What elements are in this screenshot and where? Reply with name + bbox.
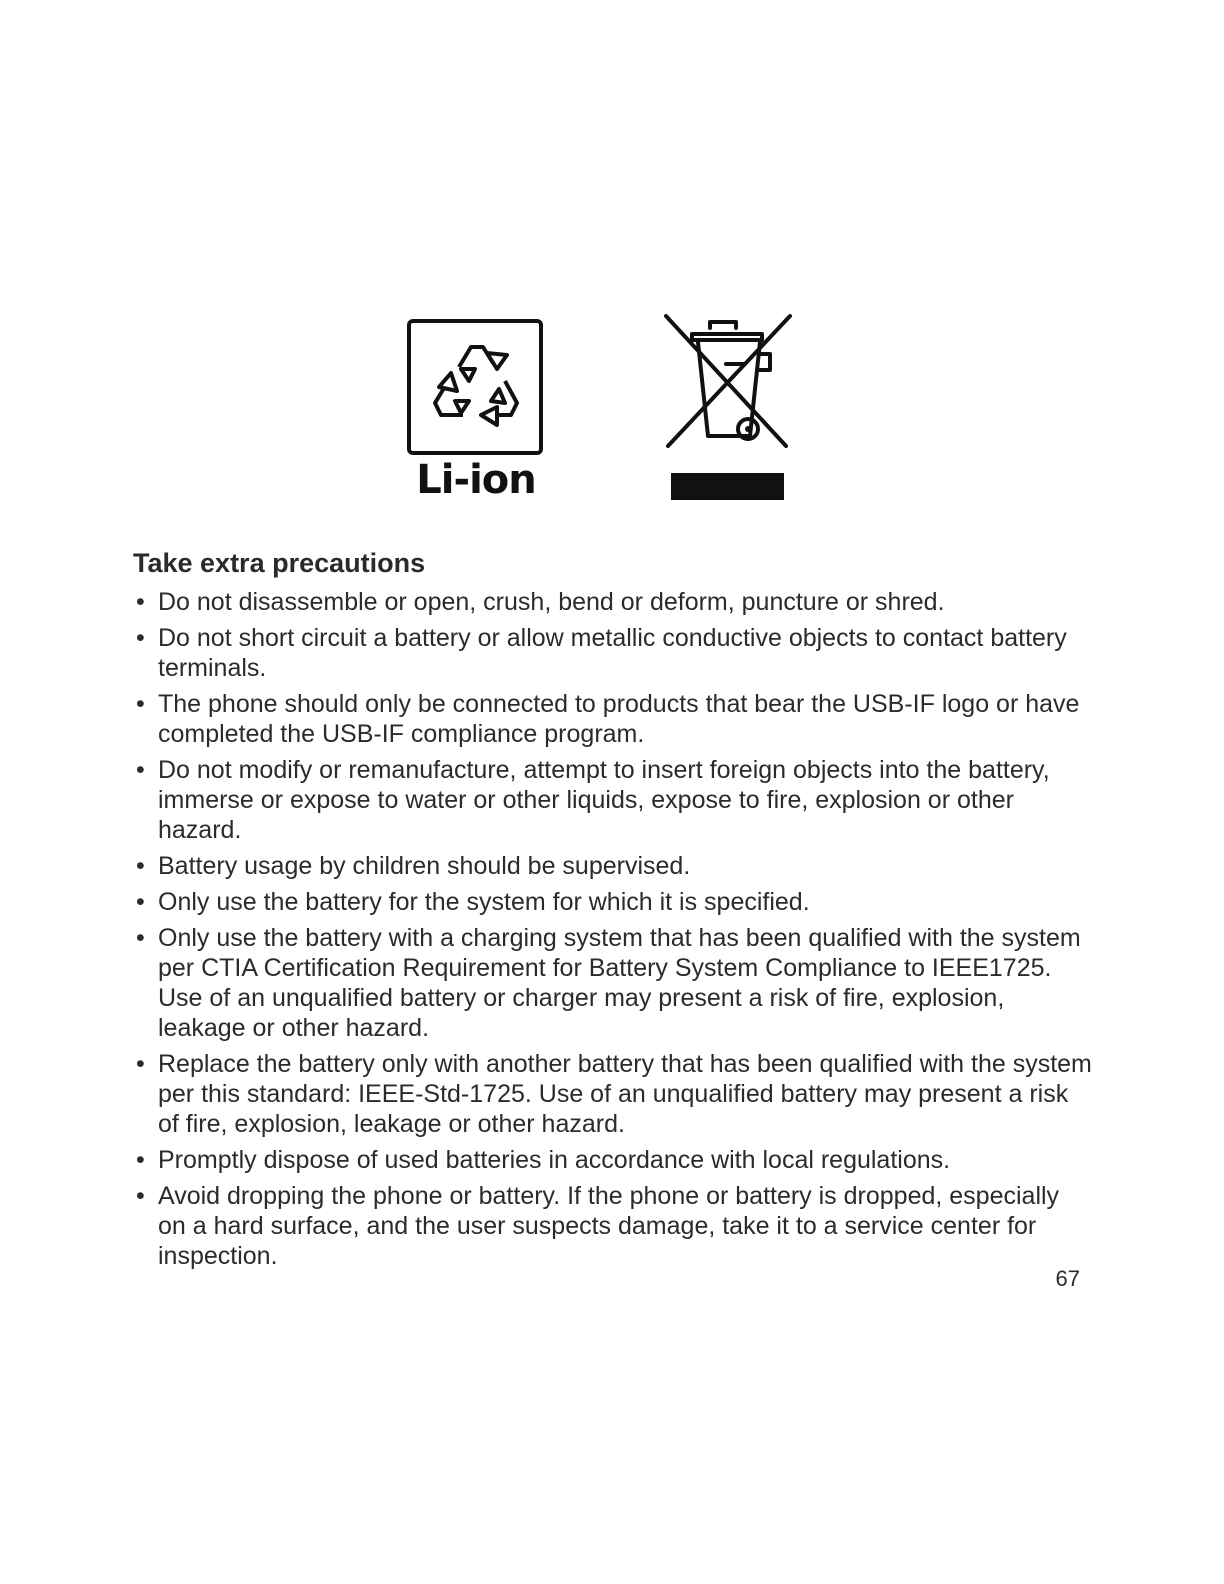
list-item-text: Only use the battery for the system for which it is specified. — [158, 888, 810, 916]
list-item — [133, 1145, 1093, 1175]
disposal-symbols — [400, 305, 800, 505]
bullet: • — [136, 1146, 145, 1174]
bullet: • — [136, 756, 145, 784]
list-item-text: The phone should only be connected to products that bear the USB-IF logo or have completed the USB-IF compliance program. — [158, 690, 1080, 748]
list-item-text: Only use the battery with a charging system that has been qualified with the system per CTIA Certification Requirement for Battery System Compliance to IEEE1725. Use of an unqualified battery or charger may present a risk of fire, explosion, leakage or other hazard. — [158, 924, 1081, 1042]
precautions-section — [133, 545, 1093, 1277]
list-item — [133, 623, 1093, 683]
list-item — [133, 587, 1093, 617]
recycle-icon — [421, 333, 529, 441]
page-number: 67 — [1055, 1266, 1080, 1291]
bullet: • — [136, 852, 145, 880]
list-item-text: Avoid dropping the phone or battery. If the phone or battery is dropped, especially on a hard surface, and the user suspects damage, take it to a service center for inspection. — [158, 1182, 1060, 1270]
liion-label: Li-ion — [416, 457, 536, 503]
bullet: • — [136, 1182, 145, 1210]
list-item — [133, 689, 1093, 749]
list-item — [133, 1049, 1093, 1139]
bullet: • — [136, 888, 145, 916]
bullet: • — [136, 588, 145, 616]
bullet: • — [136, 924, 145, 952]
liion-recycle-symbol — [407, 319, 545, 509]
precautions-list — [133, 587, 1093, 1271]
list-item-text: Promptly dispose of used batteries in accordance with local regulations. — [158, 1146, 951, 1174]
weee-symbol — [662, 310, 794, 500]
list-item-text: Do not disassemble or open, crush, bend or deform, puncture or shred. — [158, 588, 945, 616]
list-item-text: Battery usage by children should be supervised. — [158, 852, 691, 880]
list-item-text: Do not modify or remanufacture, attempt to insert foreign objects into the battery, immerse or expose to water or other liquids, expose to fire, explosion or other hazard. — [158, 756, 1050, 844]
list-item — [133, 887, 1093, 917]
section-heading: Take extra precautions — [133, 548, 426, 578]
recycle-box — [407, 319, 543, 455]
crossed-out-wheelie-bin-icon — [662, 310, 794, 500]
list-item-text: Replace the battery only with another battery that has been qualified with the system per this standard: IEEE-Std-1725. Use of an unqualified battery may present a risk of fire, explosion, leakage or other hazard. — [158, 1050, 1092, 1138]
list-item — [133, 1181, 1093, 1271]
bullet: • — [136, 1050, 145, 1078]
list-item — [133, 755, 1093, 845]
list-item-text: Do not short circuit a battery or allow metallic conductive objects to contact battery terminals. — [158, 624, 1067, 682]
bullet: • — [136, 690, 145, 718]
list-item — [133, 923, 1093, 1043]
list-item — [133, 851, 1093, 881]
bullet: • — [136, 624, 145, 652]
